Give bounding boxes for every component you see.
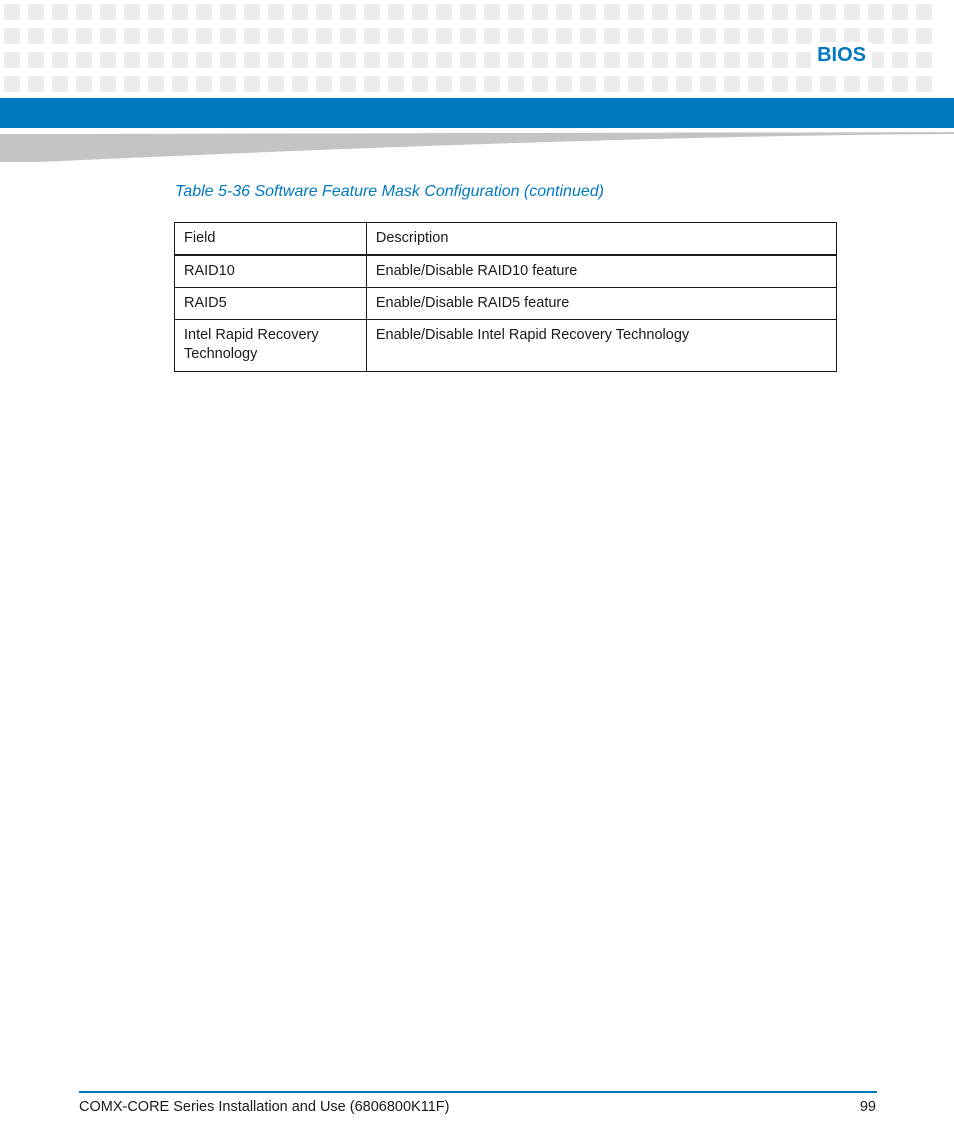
header-pattern-square [916,52,932,68]
header-pattern-square [100,76,116,92]
header-pattern-square [796,4,812,20]
header-pattern-square [652,52,668,68]
header-pattern-square [724,28,740,44]
header-pattern-square [412,28,428,44]
header-pattern-square [676,76,692,92]
header-pattern-square [460,76,476,92]
header-pattern-square [340,52,356,68]
header-pattern-square [652,28,668,44]
header-pattern-square [268,28,284,44]
header-pattern-square [340,76,356,92]
header-pattern-square [916,28,932,44]
header-pattern-square [100,28,116,44]
header-pattern-square [76,28,92,44]
header-pattern-square [316,4,332,20]
header-gray-swoosh [0,128,954,164]
header-pattern-square [532,4,548,20]
header-pattern-square [772,76,788,92]
header-pattern-square [820,4,836,20]
table-cell-field-text: Intel Rapid Recovery Technology [184,327,319,362]
header-pattern-square [580,76,596,92]
header-pattern-square [412,4,428,20]
header-pattern-square [700,52,716,68]
header-pattern-square [292,52,308,68]
table-cell-field: RAID5 [175,288,367,320]
header-pattern-square [388,76,404,92]
header-pattern-square [52,4,68,20]
header-pattern-square [748,76,764,92]
header-pattern-square [436,52,452,68]
header-pattern-square [52,52,68,68]
header-pattern-square [148,76,164,92]
header-pattern-square [220,28,236,44]
header-pattern-square [340,28,356,44]
header-pattern-square [196,76,212,92]
header-pattern-square [412,76,428,92]
header-blue-band [0,98,954,128]
header-pattern-square [628,28,644,44]
header-pattern-square [796,28,812,44]
header-pattern-square [700,76,716,92]
header-pattern-square [340,4,356,20]
header-pattern-square [436,76,452,92]
header-pattern-square [556,4,572,20]
header-pattern-square [628,52,644,68]
header-pattern-square [892,76,908,92]
header-pattern-square [172,52,188,68]
header-pattern-square [4,4,20,20]
header-pattern-square [676,4,692,20]
footer-page-number: 99 [859,1099,876,1115]
header-pattern-square [580,52,596,68]
header-pattern-square [748,28,764,44]
header-pattern-square [604,52,620,68]
header-pattern-square [28,76,44,92]
header-pattern-square [244,28,260,44]
header-pattern-square [100,4,116,20]
header-pattern-square [484,52,500,68]
header-pattern-square [628,4,644,20]
header-pattern-square [4,28,20,44]
header-pattern-square [508,4,524,20]
header-pattern-square [484,28,500,44]
table-cell-field [175,320,367,372]
header-pattern-square [484,4,500,20]
header-pattern-square [844,4,860,20]
header-pattern-square [124,52,140,68]
header-pattern-square [436,28,452,44]
header-pattern-square [28,52,44,68]
header-pattern-square [244,52,260,68]
header-pattern-square [364,4,380,20]
header-pattern-square [748,4,764,20]
header-pattern-square [556,76,572,92]
header-pattern-square [868,4,884,20]
header-pattern-square [556,52,572,68]
header-pattern-square [700,4,716,20]
feature-mask-table [174,222,837,372]
header-pattern-square [916,4,932,20]
header-pattern-square [772,28,788,44]
header-pattern-square [604,4,620,20]
header-pattern-square [436,4,452,20]
header-pattern-square [628,76,644,92]
header-pattern-square [268,52,284,68]
header-pattern-square [148,28,164,44]
header-pattern-square [892,28,908,44]
header-pattern-square [892,4,908,20]
header-pattern-square [244,4,260,20]
column-header-description: Description [366,223,836,256]
header-pattern-square [388,4,404,20]
header-pattern-square [676,28,692,44]
header-pattern-square [724,4,740,20]
header-pattern-square [676,52,692,68]
header-pattern-square [508,28,524,44]
header-pattern-square [76,52,92,68]
header-pattern-square [532,28,548,44]
header-pattern-square [820,76,836,92]
header-pattern-square [772,52,788,68]
header-pattern-square [724,52,740,68]
header-pattern-square [124,28,140,44]
header-pattern-square [604,28,620,44]
header-pattern-square [316,28,332,44]
header-pattern-square [172,4,188,20]
header-pattern-square [220,76,236,92]
header-pattern-square [364,52,380,68]
header-pattern-square [532,76,548,92]
header-pattern-square [556,28,572,44]
table-cell-description: Enable/Disable Intel Rapid Recovery Technology [366,320,836,372]
table-cell-field: RAID10 [175,255,367,288]
footer-rule [79,1091,877,1093]
header-pattern-square [364,76,380,92]
header-pattern-square [124,4,140,20]
header-pattern-square [28,4,44,20]
header-pattern-square [388,52,404,68]
header-pattern-square [796,76,812,92]
section-title: BIOS [811,42,872,68]
header-pattern-square [412,52,428,68]
header-pattern-square [844,76,860,92]
header-pattern-square [76,4,92,20]
header-pattern-square [508,52,524,68]
header-pattern-square [580,28,596,44]
header-pattern-square [532,52,548,68]
header-pattern-square [604,76,620,92]
header-pattern-square [220,4,236,20]
header-pattern-square [4,52,20,68]
header-pattern-square [748,52,764,68]
table-row [175,288,837,320]
header-pattern-square [484,76,500,92]
header-pattern-square [292,76,308,92]
header-pattern-square [100,52,116,68]
header-pattern-square [772,4,788,20]
header-pattern-square [916,76,932,92]
header-pattern-square [796,52,812,68]
header-pattern-square [868,76,884,92]
header-pattern-square [124,76,140,92]
table-header-row [175,223,837,256]
header-pattern-square [268,76,284,92]
table-cell-description: Enable/Disable RAID10 feature [366,255,836,288]
header-pattern-square [52,28,68,44]
header-pattern-square [460,52,476,68]
header-pattern-square [316,76,332,92]
header-pattern-square [244,76,260,92]
header-pattern-square [652,76,668,92]
table-caption: Table 5-36 Software Feature Mask Configuration (continued) [175,183,604,200]
header-pattern-square [268,4,284,20]
footer-document-title: COMX-CORE Series Installation and Use (6806800K11F) [79,1099,450,1115]
header-pattern-square [700,28,716,44]
header-pattern-square [52,76,68,92]
header-pattern-square [76,76,92,92]
header-pattern-square [580,4,596,20]
header-pattern-square [172,28,188,44]
table-row [175,255,837,288]
header-pattern-square [652,4,668,20]
header-pattern-square [364,28,380,44]
header-pattern-square [196,28,212,44]
header-pattern-square [388,28,404,44]
header-pattern-square [316,52,332,68]
header-pattern-square [292,4,308,20]
column-header-field: Field [175,223,367,256]
header-pattern-square [460,4,476,20]
header-pattern-square [196,4,212,20]
header-pattern-square [508,76,524,92]
header-pattern-square [28,28,44,44]
header-pattern-square [220,52,236,68]
header-pattern-square [196,52,212,68]
header-pattern-square [148,4,164,20]
header-pattern-square [292,28,308,44]
header-pattern-square [892,52,908,68]
header-pattern-square [460,28,476,44]
table-row [175,320,837,372]
header-pattern-square [724,76,740,92]
header-pattern-square [148,52,164,68]
table-cell-description: Enable/Disable RAID5 feature [366,288,836,320]
header-pattern-square [172,76,188,92]
header-pattern-square [4,76,20,92]
